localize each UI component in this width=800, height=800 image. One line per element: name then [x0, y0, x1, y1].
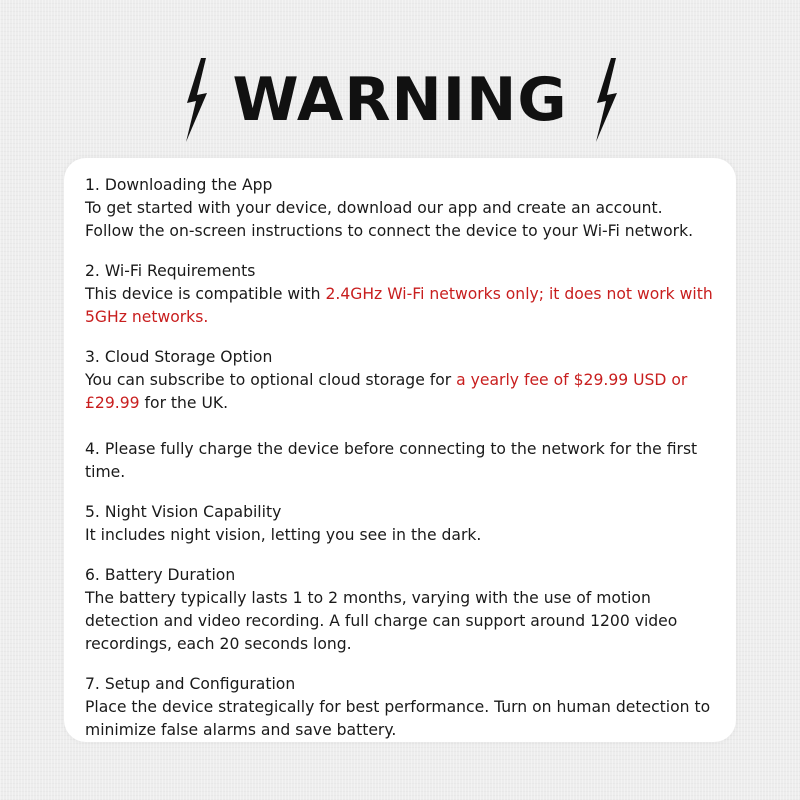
lightning-bolt-icon [590, 55, 620, 145]
section-body-line: Follow the on-screen instructions to connect the device to your Wi-Fi network. [85, 222, 694, 240]
highlighted-text: a yearly fee of $29.99 USD or £29.99 [85, 371, 688, 412]
section-battery-duration [85, 564, 716, 656]
section-body-line: To get started with your device, download our app and create an account. [85, 199, 663, 217]
section-cloud-storage [85, 346, 716, 415]
section-heading: 6. Battery Duration [85, 566, 236, 584]
section-heading: 1. Downloading the App [85, 176, 273, 194]
warning-card [64, 158, 736, 742]
section-body: The battery typically lasts 1 to 2 months, varying with the use of motion detection and video recording. A full charge can support around 1200 video recordings, each 20 seconds long. [85, 589, 678, 653]
highlighted-text: 2.4GHz Wi-Fi networks only; it does not work with 5GHz networks. [85, 285, 713, 326]
section-body-text: You can subscribe to optional cloud storage for [85, 371, 457, 389]
section-body-text: for the UK. [139, 394, 229, 412]
section-heading: 5. Night Vision Capability [85, 503, 282, 521]
warning-header [0, 52, 800, 148]
section-body-text: This device is compatible with [85, 285, 326, 303]
section-heading: 7. Setup and Configuration [85, 675, 296, 693]
section-downloading-app [85, 174, 716, 243]
section-body: Place the device strategically for best performance. Turn on human detection to minimize false alarms and save battery. [85, 698, 711, 739]
section-heading: 3. Cloud Storage Option [85, 348, 273, 366]
section-setup-configuration [85, 673, 716, 742]
section-body [85, 283, 716, 329]
section-body: 4. Please fully charge the device before connecting to the network for the first time. [85, 440, 698, 481]
section-wifi-requirements [85, 260, 716, 329]
section-night-vision [85, 501, 716, 547]
section-heading: 2. Wi-Fi Requirements [85, 262, 256, 280]
lightning-bolt-icon [180, 55, 210, 145]
section-body [85, 369, 716, 415]
section-charge-notice [85, 432, 716, 484]
page-title: WARNING [232, 65, 568, 135]
section-body: It includes night vision, letting you see in the dark. [85, 526, 482, 544]
